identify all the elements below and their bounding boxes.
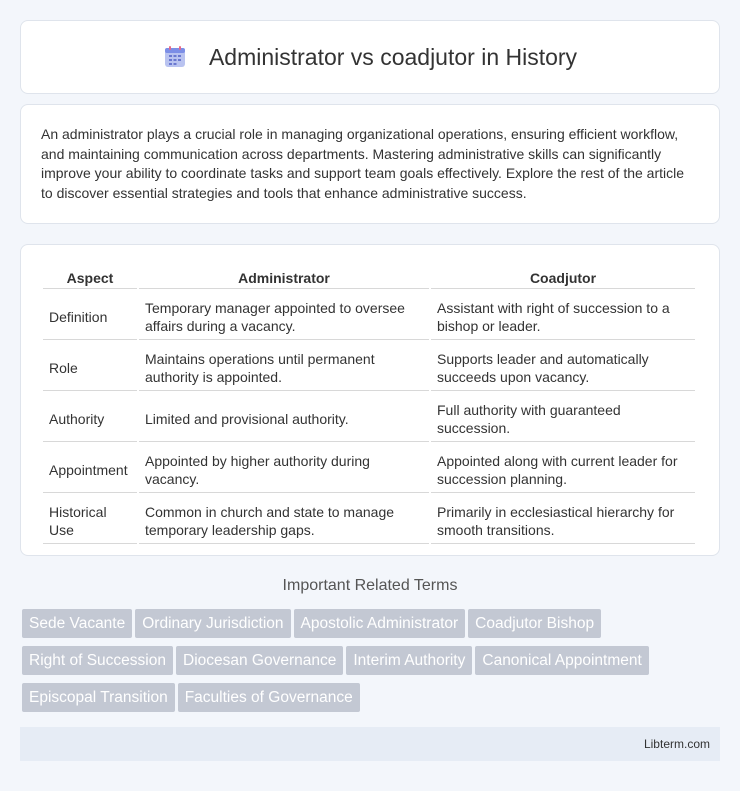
cell-aspect: Definition (43, 291, 137, 340)
table-row (43, 393, 695, 442)
table-row (43, 495, 695, 544)
header-aspect: Aspect (43, 267, 137, 289)
intro-text: An administrator plays a crucial role in managing organizational operations, ensuring efficient workflow, and maintaining communication across departments. Mastering administrative skills can significantly improve your ability to coordinate tasks and support team goals effectively. Explore the rest of the article to discover essential strategies and tools that enhance administrative success. (41, 126, 685, 201)
term-tag[interactable]: Coadjutor Bishop (468, 609, 601, 638)
cell-coadjutor: Full authority with guaranteed succession. (431, 393, 695, 442)
header-coadjutor: Coadjutor (431, 267, 695, 289)
term-tag[interactable]: Interim Authority (346, 646, 472, 675)
page-title: Administrator vs coadjutor in History (208, 43, 578, 70)
footer (20, 727, 720, 761)
cell-aspect: Role (43, 342, 137, 391)
cell-administrator: Maintains operations until permanent authority is appointed. (139, 342, 429, 391)
cell-administrator: Limited and provisional authority. (139, 393, 429, 442)
term-tag[interactable]: Canonical Appointment (475, 646, 648, 675)
term-tag[interactable]: Episcopal Transition (22, 683, 175, 712)
related-terms-title: Important Related Terms (282, 577, 458, 594)
term-tag[interactable]: Apostolic Administrator (294, 609, 466, 638)
term-tag[interactable]: Right of Succession (22, 646, 173, 675)
cell-coadjutor: Supports leader and automatically succeeds upon vacancy. (431, 342, 695, 391)
term-tag[interactable]: Sede Vacante (22, 609, 132, 638)
cell-administrator: Common in church and state to manage temporary leadership gaps. (139, 495, 429, 544)
table-row (43, 444, 695, 493)
table-row (43, 342, 695, 391)
header-card (20, 20, 720, 94)
cell-coadjutor: Appointed along with current leader for succession planning. (431, 444, 695, 493)
table-header-row (43, 267, 695, 289)
comparison-card (20, 244, 720, 556)
footer-site-link[interactable]: Libterm.com (643, 737, 710, 751)
related-terms-list (22, 609, 722, 720)
term-tag[interactable]: Ordinary Jurisdiction (135, 609, 290, 638)
cell-coadjutor: Primarily in ecclesiastical hierarchy for smooth transitions. (431, 495, 695, 544)
intro-card (20, 104, 720, 224)
cell-coadjutor: Assistant with right of succession to a bishop or leader. (431, 291, 695, 340)
cell-administrator: Appointed by higher authority during vacancy. (139, 444, 429, 493)
cell-aspect: Historical Use (43, 495, 137, 544)
table-row (43, 291, 695, 340)
cell-aspect: Appointment (43, 444, 137, 493)
term-tag[interactable]: Faculties of Governance (178, 683, 360, 712)
cell-administrator: Temporary manager appointed to oversee affairs during a vacancy. (139, 291, 429, 340)
calendar-icon (163, 45, 187, 69)
term-tag[interactable]: Diocesan Governance (176, 646, 343, 675)
comparison-table (41, 265, 697, 546)
header-administrator: Administrator (139, 267, 429, 289)
cell-aspect: Authority (43, 393, 137, 442)
